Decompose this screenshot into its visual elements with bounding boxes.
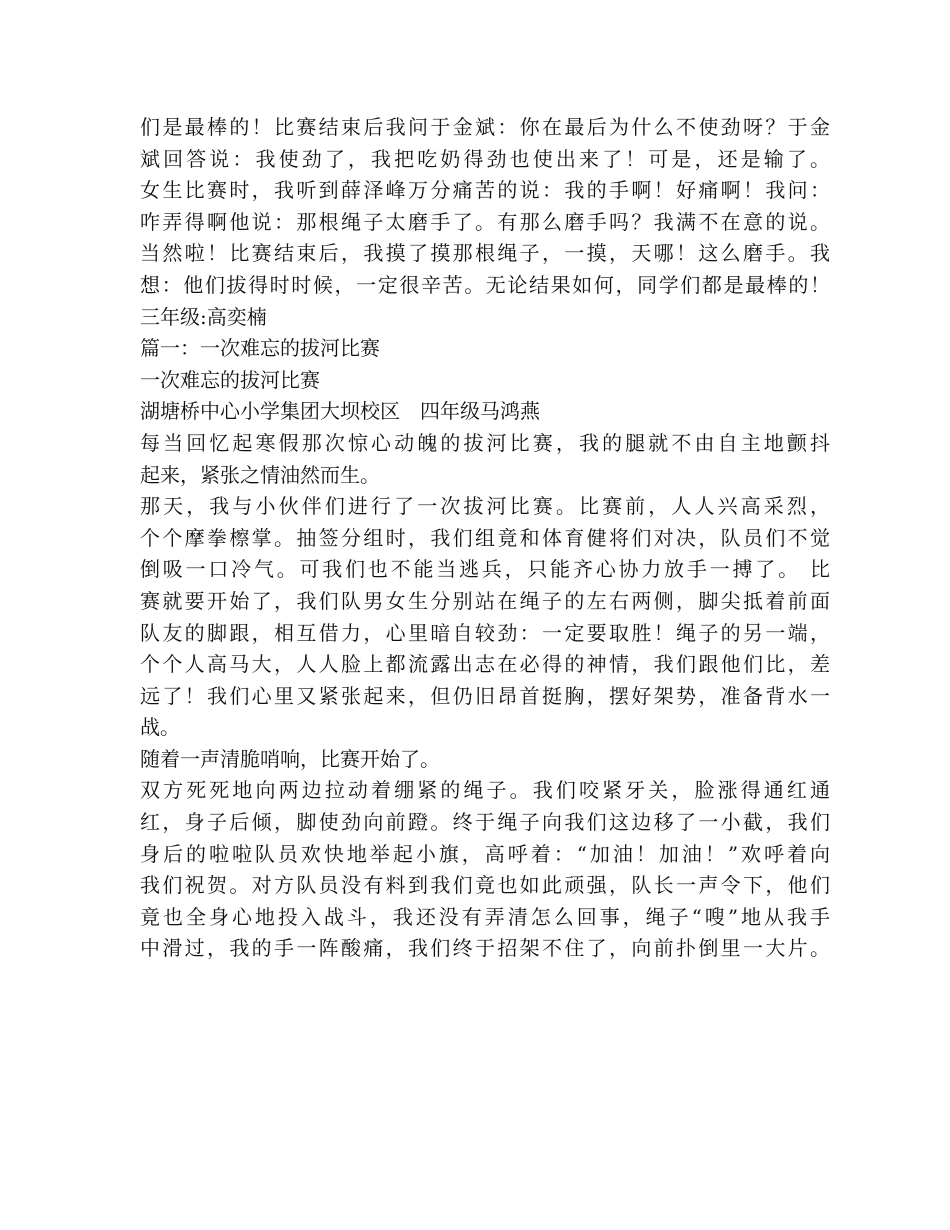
- text-line: 身后的啦啦队员欢快地举起小旗，高呼着：“加油！加油！”欢呼着向: [140, 841, 830, 866]
- essay-title: 一次难忘的拔河比赛: [140, 367, 320, 392]
- text-line: 我们祝贺。对方队员没有料到我们竟也如此顽强，队长一声令下，他们: [140, 873, 830, 898]
- text-line: 每当回忆起寒假那次惊心动魄的拔河比赛，我的腿就不由自主地颤抖: [140, 430, 830, 455]
- text-line: 那天，我与小伙伴们进行了一次拔河比赛。比赛前，人人兴高采烈，: [140, 494, 830, 519]
- text-line: 赛就要开始了，我们队男女生分别站在绳子的左右两侧，脚尖抵着前面: [140, 588, 830, 613]
- author-line: 三年级:高奕楠: [140, 304, 267, 329]
- document-body: [140, 112, 830, 965]
- text-line: 队友的脚跟，相互借力，心里暗自较劲：一定要取胜！绳子的另一端，: [140, 620, 830, 645]
- text-line: 个个摩拳檫掌。抽签分组时，我们组竟和体育健将们对决，队员们不觉: [140, 525, 830, 550]
- text-line: 女生比赛时，我听到薛泽峰万分痛苦的说：我的手啊！好痛啊！我问：: [140, 178, 830, 203]
- text-line: 战。: [140, 715, 180, 740]
- text-line: 们是最棒的！比赛结束后我问于金斌：你在最后为什么不使劲呀？于金: [140, 115, 830, 139]
- text-line: 斌回答说：我使劲了，我把吃奶得劲也使出来了！可是，还是输了。: [140, 146, 830, 171]
- text-line: 个个人高马大，人人脸上都流露出志在必得的神情，我们跟他们比，差: [140, 652, 830, 677]
- essay-author: 湖塘桥中心小学集团大坝校区 四年级马鸿燕: [140, 399, 540, 424]
- text-line: 当然啦！比赛结束后，我摸了摸那根绳子，一摸，天哪！这么磨手。我: [140, 241, 830, 266]
- text-line: 随着一声清脆哨响，比赛开始了。: [140, 746, 440, 771]
- text-line: 中滑过，我的手一阵酸痛，我们终于招架不住了，向前扑倒里一大片。: [140, 936, 830, 961]
- text-line: 起来，紧张之情油然而生。: [140, 462, 380, 487]
- text-line: 双方死死地向两边拉动着绷紧的绳子。我们咬紧牙关，脸涨得通红通: [140, 778, 830, 803]
- text-line: 远了！我们心里又紧张起来，但仍旧昂首挺胸，摆好架势，准备背水一: [140, 683, 830, 708]
- text-line: 红，身子后倾，脚使劲向前蹬。终于绳子向我们这边移了一小截，我们: [140, 810, 830, 835]
- section-heading: 篇一：一次难忘的拔河比赛: [140, 336, 380, 361]
- text-line: 竟也全身心地投入战斗，我还没有弄清怎么回事，绳子“嗖”地从我手: [140, 904, 830, 929]
- text-line: 倒吸一口冷气。可我们也不能当逃兵，只能齐心协力放手一搏了。 比: [140, 557, 830, 582]
- text-line: 咋弄得啊他说：那根绳子太磨手了。有那么磨手吗？我满不在意的说。: [140, 209, 830, 234]
- text-line: 想：他们拔得时时候，一定很辛苦。无论结果如何，同学们都是最棒的！: [140, 272, 830, 297]
